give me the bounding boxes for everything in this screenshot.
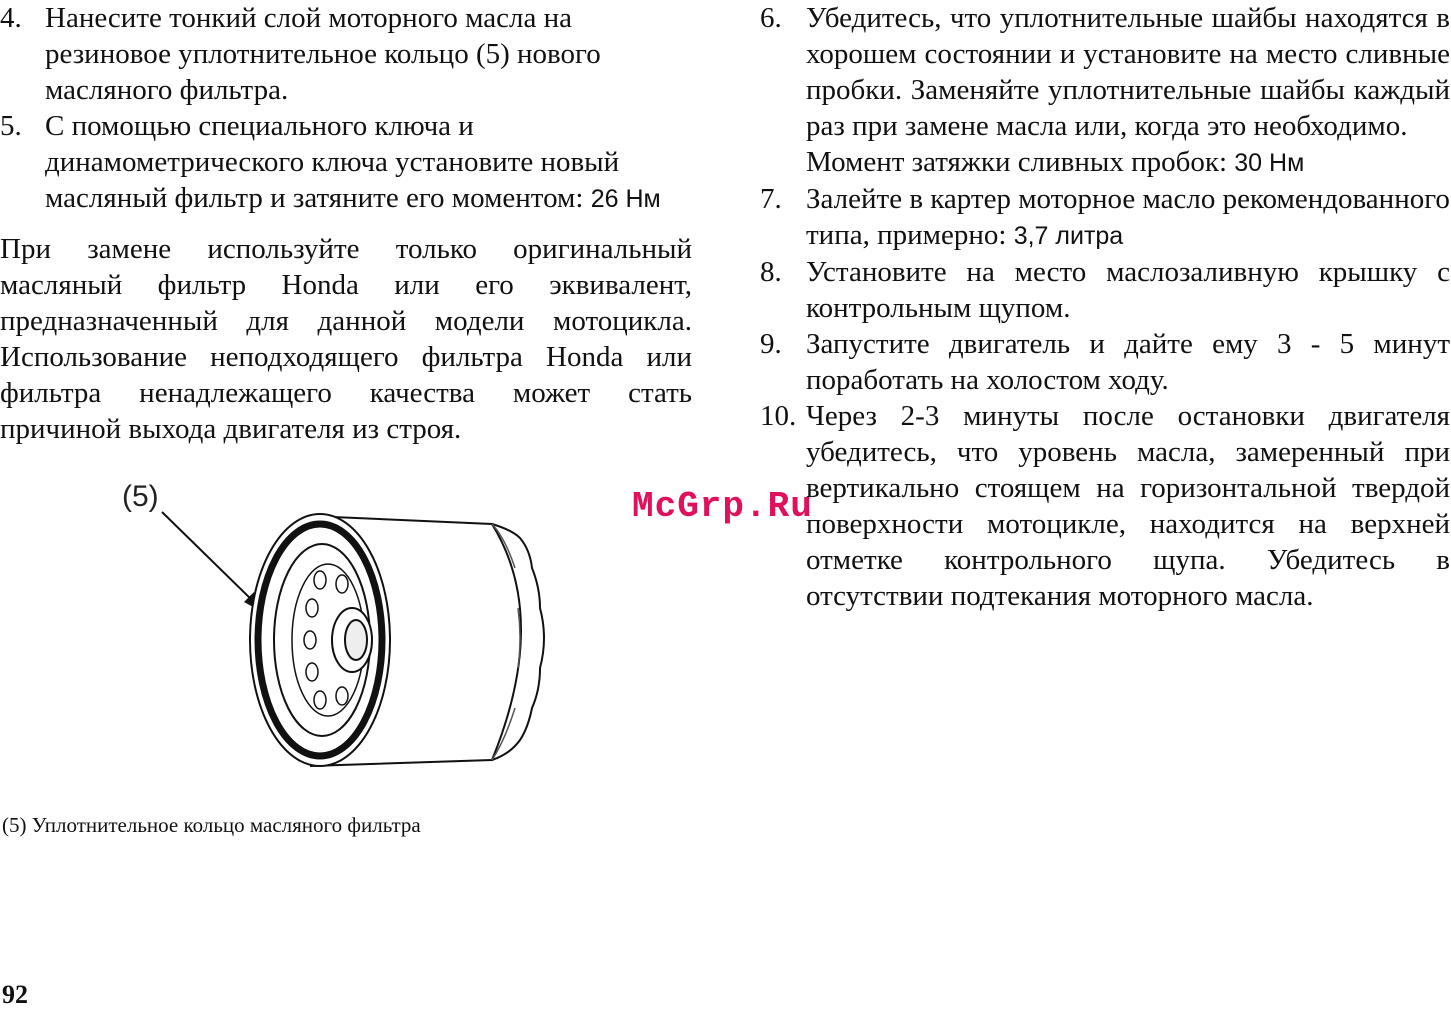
step-5 (0, 108, 692, 217)
step-number: 7. (760, 183, 782, 215)
step-6 (760, 0, 1450, 144)
torque-value: 26 Нм (590, 185, 661, 213)
filter-warning-paragraph: При замене используйте только оригинальный масляный фильтр Honda или его эквивалент, предназначенный для данной модели мотоцикла. Использование неподходящего фильтра Honda или фильтра ненадлежащего качества может стать причиной выхода двигателя из строя. (0, 233, 692, 445)
step-text: С помощью специального ключа и динамометрического ключа установите новый масляный фильтр и затяните его моментом: (45, 110, 620, 214)
step-text: Запустите двигатель и дайте ему 3 - 5 минут поработать на холостом ходу. (806, 328, 1450, 396)
step-4 (0, 0, 692, 108)
step-number: 5. (0, 110, 22, 142)
callout-leader-line (162, 512, 256, 604)
step-number: 6. (760, 2, 782, 34)
oil-hole (336, 687, 348, 705)
page-number: 92 (2, 980, 28, 1009)
figure-caption: (5) Уплотнительное кольцо масляного фильтра (2, 813, 421, 837)
torque-value: 30 Нм (1234, 149, 1305, 177)
drain-plug-torque (760, 144, 1450, 181)
watermark: McGrp.Ru (632, 486, 813, 527)
oil-volume-value: 3,7 литра (1013, 222, 1124, 250)
step-text: Нанесите тонкий слой моторного масла на резиновое уплотнительное кольцо (5) нового масляного фильтра. (45, 2, 601, 106)
step-text: Установите на место маслозаливную крышку с контрольным щупом. (806, 256, 1450, 324)
oil-hole (336, 575, 348, 593)
oil-hole (314, 691, 326, 709)
callout-label: (5) (122, 480, 159, 513)
center-thread-hole (345, 620, 367, 660)
step-number: 4. (0, 2, 22, 34)
oil-filter-illustration (120, 478, 600, 798)
step-number: 10. (760, 400, 797, 432)
left-column (0, 0, 692, 447)
oil-hole (304, 631, 316, 649)
step-text: Залейте в картер моторное масло рекомендованного типа, примерно: (806, 183, 1450, 251)
right-column (760, 0, 1450, 614)
step-10 (760, 398, 1450, 614)
step-number: 8. (760, 256, 782, 288)
oil-hole (314, 571, 326, 589)
step-text-wrap (760, 181, 1450, 254)
oil-filter-figure (120, 478, 600, 798)
step-7 (760, 181, 1450, 254)
step-text-wrap (0, 108, 692, 217)
step-number: 9. (760, 328, 782, 360)
oil-hole (306, 599, 318, 617)
oil-hole (306, 663, 318, 681)
step-text: Убедитесь, что уплотнительные шайбы находятся в хорошем состоянии и установите на место сливные пробки. Заменяйте уплотнительные шайбы каждый раз при замене масла или, когда это необходимо. (806, 2, 1450, 142)
torque-label: Момент затяжки сливных пробок: (806, 146, 1228, 178)
step-8 (760, 254, 1450, 326)
step-9 (760, 326, 1450, 398)
step-text: Через 2-3 минуты после остановки двигателя убедитесь, что уровень масла, замеренный при вертикально стоящем на горизонтальной твердой поверхности мотоцикле, находится на верхней отметке контрольного щупа. Убедитесь в отсутствии подтекания моторного масла. (806, 400, 1450, 612)
